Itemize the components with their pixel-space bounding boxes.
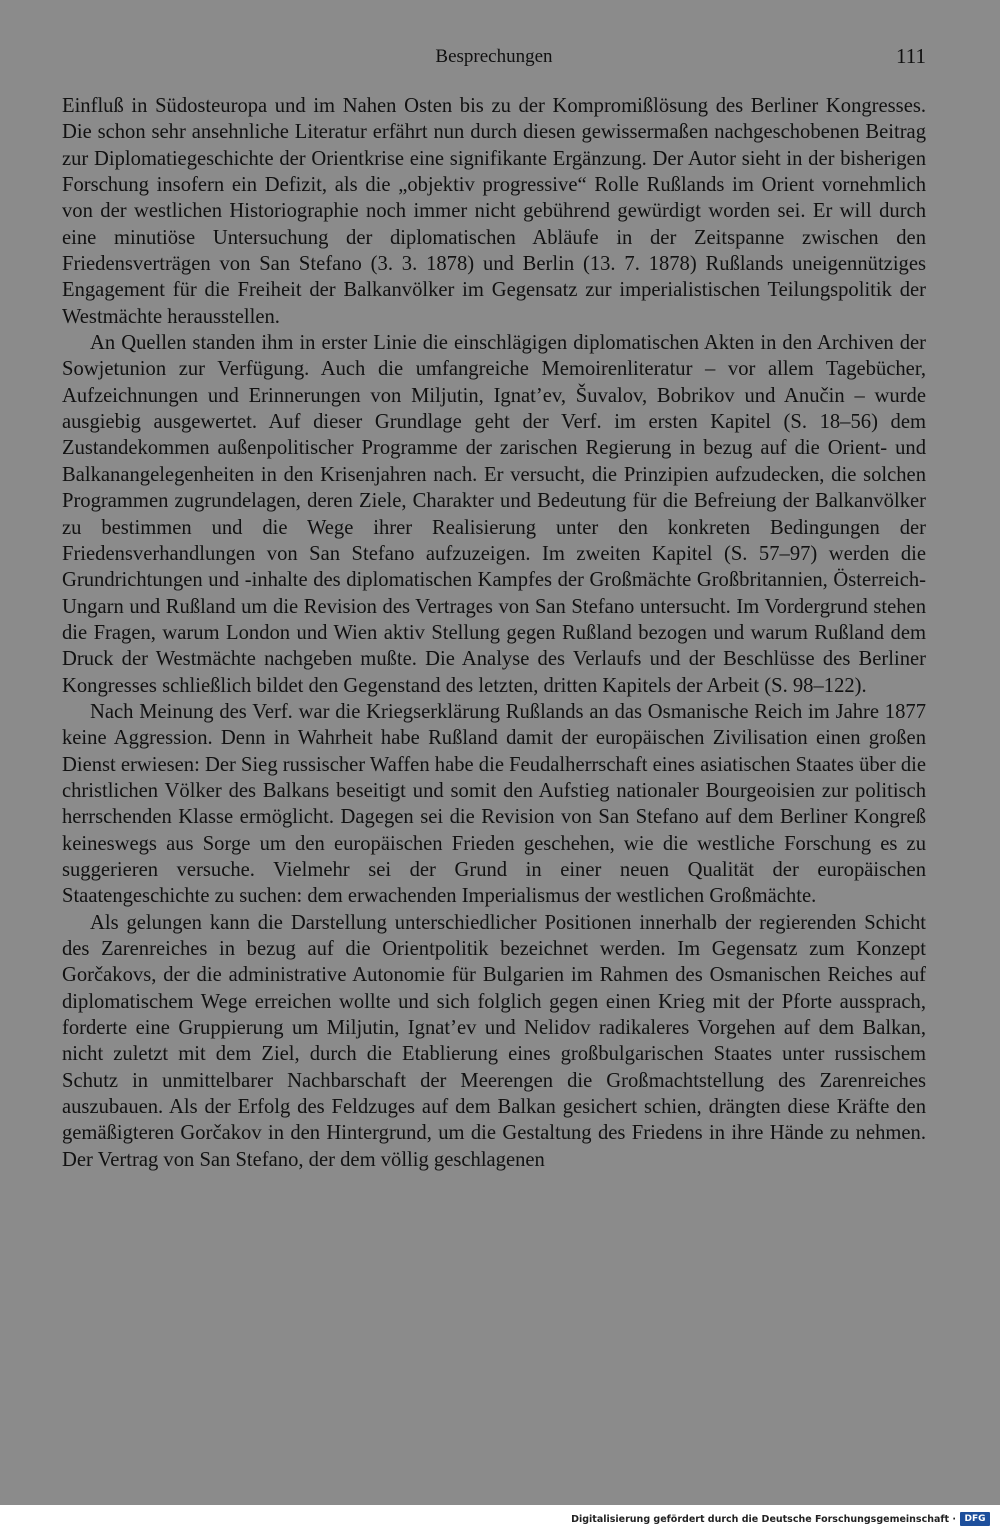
paragraph: Einfluß in Südosteuropa und im Nahen Osten bis zu der Kompromißlösung des Berliner Kongresses. Die schon sehr ansehnliche Literatur erfährt nun durch diesen gewissermaßen nachgeschobenen Beitrag zur Diplomatiegeschichte der Orientkrise eine signifikante Ergänzung. Der Autor sieht in der bisherigen Forschung insofern ein Defizit, als die „objektiv progressive“ Rolle Rußlands im Orient vornehmlich von der westlichen Historiographie noch immer nicht gebührend gewürdigt worden sei. Er will durch eine minutiöse Untersuchung der diplomatischen Abläufe in der Zeitspanne zwischen den Friedensverträgen von San Stefano (3. 3. 1878) und Berlin (13. 7. 1878) Rußlands uneigennütziges Engagement für die Freiheit der Balkanvölker im Gegensatz zur imperialistischen Teilungspolitik der Westmächte herausstellen. <box>62 95 926 328</box>
dfg-logo-icon: DFG <box>960 1512 990 1526</box>
digitization-credit: Digitalisierung gefördert durch die Deutsche Forschungsgemeinschaft · <box>571 1514 956 1525</box>
body-text <box>62 93 926 1173</box>
page-header <box>62 44 926 74</box>
page-number: 111 <box>896 44 926 68</box>
paragraph: Als gelungen kann die Darstellung unterschiedlicher Positionen innerhalb der regierenden Schicht des Zarenreiches in bezug auf die Orientpolitik bezeichnet werden. Im Gegensatz zum Konzept Gorčakovs, der die administrative Autonomie für Bulgarien im Rahmen des Osmanischen Reiches auf diplomatischem Wege erreichen wollte und sich folglich gegen einen Krieg mit der Pforte aussprach, forderte eine Gruppierung um Miljutin, Ignat’ev und Nelidov radikaleres Vorgehen auf dem Balkan, nicht zuletzt mit dem Ziel, durch die Etablierung eines großbulgarischen Staates unter russischem Schutz in unmittelbarer Nachbarschaft der Meerengen die Großmachtstellung des Zarenreiches auszubauen. Als der Erfolg des Feldzuges auf dem Balkan gesichert schien, drängten diese Kräfte den gemäßigteren Gorčakov in den Hintergrund, um die Gestaltung des Friedens in ihre Hände zu nehmen. Der Vertrag von San Stefano, der dem völlig geschlagenen <box>62 911 926 1171</box>
paragraph: Nach Meinung des Verf. war die Kriegserklärung Rußlands an das Osmanische Reich im Jahre 1877 keine Aggression. Denn in Wahrheit habe Rußland damit der europäischen Zivilisation einen großen Dienst erwiesen: Der Sieg russischer Waffen habe die Feudalherrschaft eines asiatischen Staates über die christlichen Völker des Balkans beseitigt und somit den Aufstieg nationaler Bourgeoisien zur politisch herrschenden Klasse ermöglicht. Dagegen sei die Revision von San Stefano auf dem Berliner Kongreß keineswegs aus Sorge um den europäischen Frieden geschehen, wie die westliche Forschung es zu suggerieren versuche. Vielmehr sei der Grund in einer neuen Qualität der europäischen Staatengeschichte zu suchen: dem erwachenden Imperialismus der westlichen Großmächte. <box>62 700 926 908</box>
running-head: Besprechungen <box>435 46 553 67</box>
footer-bar <box>0 1505 1000 1532</box>
paragraph: An Quellen standen ihm in erster Linie die einschlägigen diplomatischen Akten in den Archiven der Sowjetunion zur Verfügung. Auch die umfangreiche Memoirenliteratur – vor allem Tagebücher, Aufzeichnungen und Erinnerungen von Miljutin, Ignat’ev, Šuvalov, Bobrikov und Anučin – wurde ausgiebig ausgewertet. Auf dieser Grundlage geht der Verf. im ersten Kapitel (S. 18–56) dem Zustandekommen außenpolitischer Programme der zarischen Regierung in bezug auf die Orient- und Balkanangelegenheiten in den Krisenjahren nach. Er versucht, die Prinzipien aufzudecken, die solchen Programmen zugrundelagen, deren Ziele, Charakter und Bedeutung für die Befreiung der Balkanvölker zu bestimmen und die Wege ihrer Realisierung unter den konkreten Bedingungen der Friedensverhandlungen von San Stefano aufzuzeigen. Im zweiten Kapitel (S. 57–97) werden die Grundrichtungen und -inhalte des diplomatischen Kampfes der Großmächte Großbritannien, Österreich-Ungarn und Rußland um die Revision des Vertrages von San Stefano untersucht. Im Vordergrund stehen die Fragen, warum London und Wien aktiv Stellung gegen Rußland bezogen und warum Rußland dem Druck der Westmächte nachgeben mußte. Die Analyse des Verlaufs und der Beschlüsse des Berliner Kongresses schließlich bildet den Gegenstand des letzten, dritten Kapitels der Arbeit (S. 98–122). <box>62 332 926 697</box>
